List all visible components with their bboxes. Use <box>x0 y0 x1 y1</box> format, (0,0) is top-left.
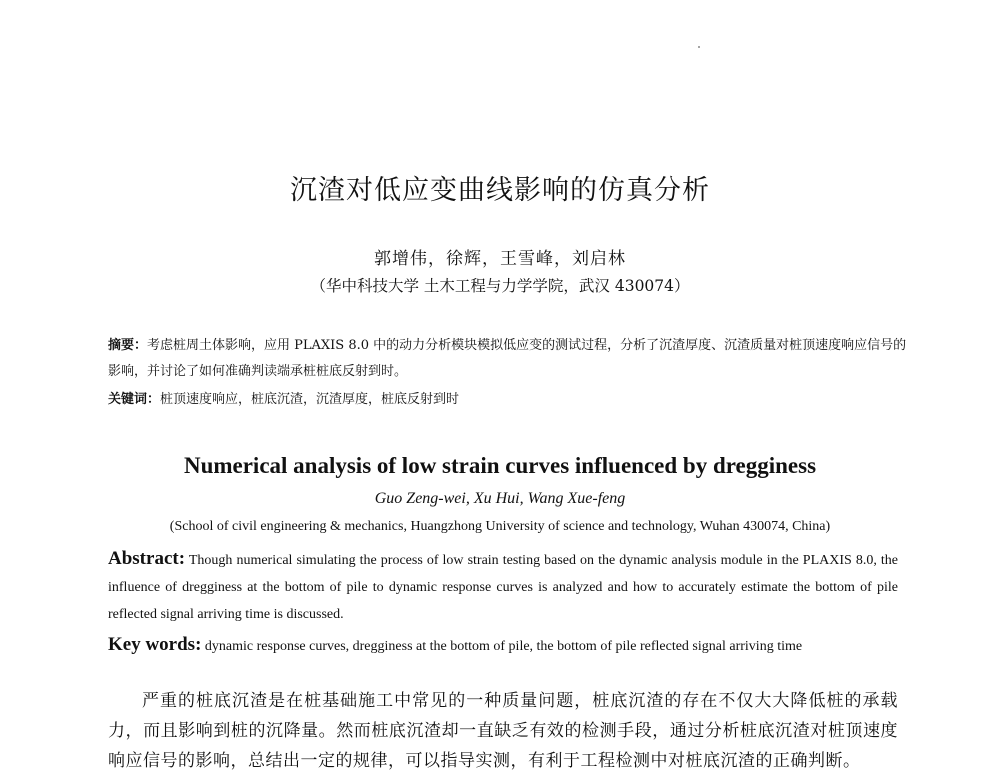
chinese-affiliation: （华中科技大学 土木工程与力学学院，武汉 430074） <box>310 277 690 295</box>
english-keywords-text: dynamic response curves, dregginess at the bottom of pile, the bottom of pile reflected signal arriving time <box>204 639 803 654</box>
english-authors: Guo Zeng-wei, Xu Hui, Wang Xue-feng <box>374 490 626 507</box>
chinese-abstract-label: 摘要： <box>108 338 148 353</box>
chinese-title: 沉渣对低应变曲线影响的仿真分析 <box>290 175 710 206</box>
chinese-authors: 郭增伟，徐辉，王雪峰，刘启林 <box>374 249 626 269</box>
english-affiliation: (School of civil engineering & mechanics, Huangzhong University of science and technology, Wuhan 430074, China) <box>169 519 831 534</box>
chinese-abstract-text: 考虑桩周土体影响，应用 PLAXIS 8.0 中的动力分析模块模拟低应变的测试过程，分析了沉渣厚度、沉渣质量对桩顶速度响应信号的影响，并讨论了如何准确判读端承桩桩底反射到时。 <box>108 338 907 379</box>
chinese-keywords-label: 关键词： <box>108 392 161 407</box>
chinese-keywords <box>108 387 908 413</box>
english-abstract <box>108 545 898 628</box>
english-abstract-label: Abstract: <box>108 548 186 569</box>
chinese-abstract <box>108 333 908 385</box>
chinese-keywords-text: 桩顶速度响应，桩底沉渣，沉渣厚度，桩底反射到时 <box>160 392 460 407</box>
english-keywords-label: Key words: <box>108 634 202 655</box>
english-keywords <box>108 632 908 660</box>
english-abstract-text: Though numerical simulating the process of low strain testing based on the dynamic analysis module in the PLAXIS 8.0, the influence of dregginess at the bottom of pile to dynamic response curves is analyzed and how to accurately estimate the bottom of pile reflected signal arriving time is discussed. <box>108 553 899 622</box>
body-paragraph: 严重的桩底沉渣是在桩基础施工中常见的一种质量问题，桩底沉渣的存在不仅大大降低桩的承载力，而且影响到桩的沉降量。然而桩底沉渣却一直缺乏有效的检测手段，通过分析桩底沉渣对桩顶速度响应信号的影响，总结出一定的规律，可以指导实测，有利于工程检测中对桩底沉渣的正确判断。 <box>108 691 898 771</box>
english-title: Numerical analysis of low strain curves influenced by dregginess <box>183 453 817 478</box>
scan-speck <box>698 46 700 48</box>
